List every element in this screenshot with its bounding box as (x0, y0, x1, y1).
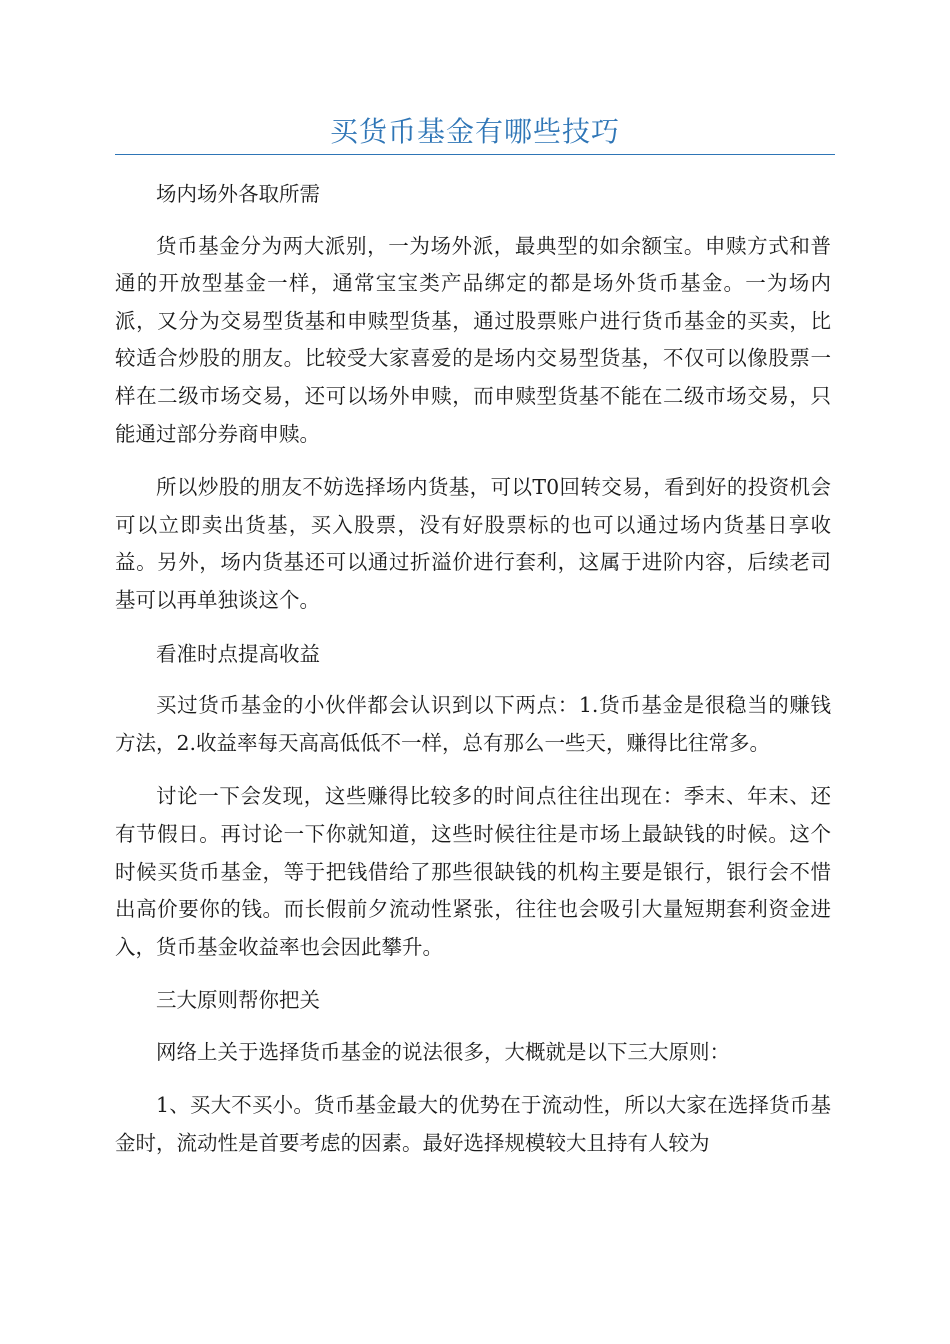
document-body (115, 176, 831, 1179)
paragraph-2: 所以炒股的朋友不妨选择场内货基，可以T0回转交易，看到好的投资机会可以立即卖出货基，买入股票，没有好股票标的也可以通过场内货基日享收益。另外，场内货基还可以通过折溢价进行套利，这属于进阶内容，后续老司基可以再单独谈这个。 (115, 475, 831, 612)
paragraph-5: 网络上关于选择货币基金的说法很多，大概就是以下三大原则： (156, 1039, 730, 1064)
paragraph-3: 买过货币基金的小伙伴都会认识到以下两点：1.货币基金是很稳当的赚钱方法，2.收益率每天高高低低不一样，总有那么一些天，赚得比往常多。 (115, 693, 831, 755)
paragraph-1: 货币基金分为两大派别，一为场外派，最典型的如余额宝。申赎方式和普通的开放型基金一样，通常宝宝类产品绑定的都是场外货币基金。一为场内派，又分为交易型货基和申赎型货基，通过股票账户进行货币基金的买卖，比较适合炒股的朋友。比较受大家喜爱的是场内交易型货基，不仅可以像股票一样在二级市场交易，还可以场外申赎，而申赎型货基不能在二级市场交易，只能通过部分券商申赎。 (115, 233, 831, 446)
title-underline (115, 154, 835, 155)
paragraph-6: 1、买大不买小。货币基金最大的优势在于流动性，所以大家在选择货币基金时，流动性是首要考虑的因素。最好选择规模较大且持有人较为 (115, 1093, 831, 1156)
section-heading-3: 三大原则帮你把关 (156, 988, 320, 1013)
document-title: 买货币基金有哪些技巧 (329, 115, 620, 148)
section-heading-2: 看准时点提高收益 (156, 641, 320, 666)
paragraph-4: 讨论一下会发现，这些赚得比较多的时间点往往出现在：季末、年末、还有节假日。再讨论一下你就知道，这些时候往往是市场上最缺钱的时候。这个时候买货币基金，等于把钱借给了那些很缺钱的机构主要是银行，银行会不惜出高价要你的钱。而长假前夕流动性紧张，往往也会吸引大量短期套利资金进入，货币基金收益率也会因此攀升。 (115, 784, 831, 959)
section-heading-1: 场内场外各取所需 (156, 182, 320, 206)
